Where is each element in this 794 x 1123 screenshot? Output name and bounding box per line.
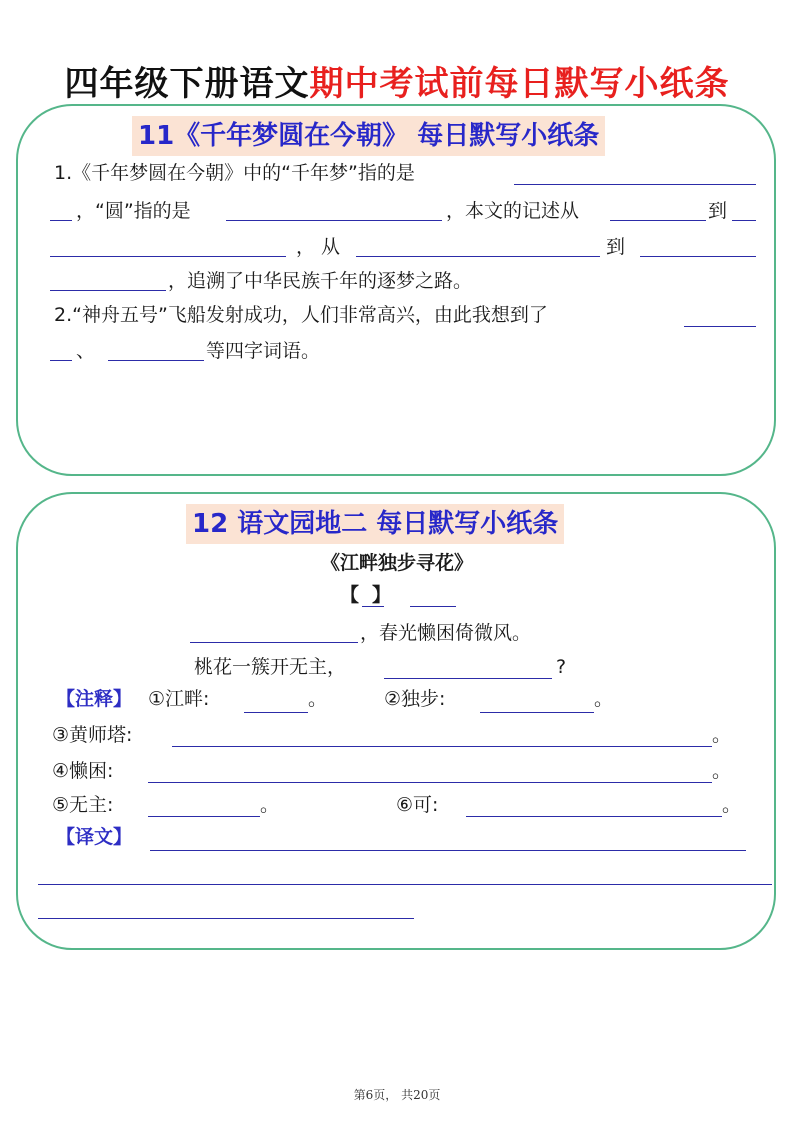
poem-line1: ，春光懒困倚微风。 xyxy=(360,622,532,644)
note-3-period: 。 xyxy=(712,724,732,746)
poem-line1-blank[interactable] xyxy=(190,642,358,643)
q1-blank-to1-cont[interactable] xyxy=(50,256,286,257)
title-topic-part: 期中考试前每日默写小纸条 xyxy=(309,64,730,104)
q2-line1: 2.“神舟五号”飞船发射成功，人们非常高兴，由此我想到了 xyxy=(54,304,548,326)
note-4-label: ④懒困: xyxy=(52,760,114,782)
note-5-blank[interactable] xyxy=(148,816,260,817)
author-name-blank[interactable] xyxy=(410,606,456,607)
q2-line2b: 等四字词语。 xyxy=(206,340,321,362)
q1-line2b: ，本文的记述从 xyxy=(446,200,580,222)
poem-line2: 桃花一簇开无主， xyxy=(194,656,347,678)
note-2-period: 。 xyxy=(594,688,614,710)
q1-line4: ，追溯了中华民族千年的逐梦之路。 xyxy=(168,270,473,292)
note-2-label: ②独步: xyxy=(384,688,446,710)
note-4-blank[interactable] xyxy=(148,782,712,783)
section-12-title: 12 语文园地二 每日默写小纸条 xyxy=(186,504,564,544)
q1-line2a: ，“圆”指的是 xyxy=(76,200,191,222)
page-number: 第6页， 共20页 xyxy=(353,1088,441,1102)
note-3-label: ③黄师塔: xyxy=(52,724,133,746)
note-2-blank[interactable] xyxy=(480,712,594,713)
poem-line2-question: ? xyxy=(556,656,567,678)
q1-line3b: 到 xyxy=(606,236,626,258)
translation-blank-3[interactable] xyxy=(38,918,414,919)
translation-blank-1[interactable] xyxy=(150,850,746,851)
note-3-blank[interactable] xyxy=(172,746,712,747)
author-bracket-open: 【 xyxy=(340,584,360,606)
q2-blank-word2[interactable] xyxy=(108,360,204,361)
translation-blank-2[interactable] xyxy=(38,884,772,885)
note-4-period: 。 xyxy=(712,760,732,782)
note-6-period: 。 xyxy=(722,794,742,816)
note-1-period: 。 xyxy=(308,688,328,710)
q1-blank-from2[interactable] xyxy=(356,256,600,257)
q1-blank-dream-cont[interactable] xyxy=(50,220,72,221)
note-6-label: ⑥可: xyxy=(396,794,439,816)
q1-blank-dream[interactable] xyxy=(514,184,756,185)
q1-blank-to2[interactable] xyxy=(640,256,756,257)
q2-blank-word1-cont[interactable] xyxy=(50,360,72,361)
q1-line1: 1.《千年梦圆在今朝》中的“千年梦”指的是 xyxy=(54,162,415,184)
note-1-blank[interactable] xyxy=(244,712,308,713)
notes-label: 【注释】 xyxy=(56,688,133,710)
title-grade-part: 四年级下册语文 xyxy=(64,64,310,104)
note-5-period: 。 xyxy=(260,794,280,816)
note-5-label: ⑤无主: xyxy=(52,794,114,816)
page-title xyxy=(0,56,794,105)
note-6-blank[interactable] xyxy=(466,816,722,817)
q1-blank-to2-cont[interactable] xyxy=(50,290,166,291)
q1-blank-yuan[interactable] xyxy=(226,220,442,221)
poem-line2-blank[interactable] xyxy=(384,678,552,679)
q2-blank-word1[interactable] xyxy=(684,326,756,327)
note-1-label: ①江畔: xyxy=(148,688,210,710)
q1-line3a: ， 从 xyxy=(296,236,341,258)
q1-blank-from1[interactable] xyxy=(610,220,706,221)
q2-line2a: 、 xyxy=(76,340,96,362)
section-11-title: 11《千年梦圆在今朝》 每日默写小纸条 xyxy=(132,116,605,156)
poem-title: 《江畔独步寻花》 xyxy=(320,552,473,574)
author-bracket-close: 】 xyxy=(372,584,392,606)
translation-label: 【译文】 xyxy=(56,826,133,848)
q1-line2c: 到 xyxy=(708,200,728,222)
q1-blank-to1[interactable] xyxy=(732,220,756,221)
